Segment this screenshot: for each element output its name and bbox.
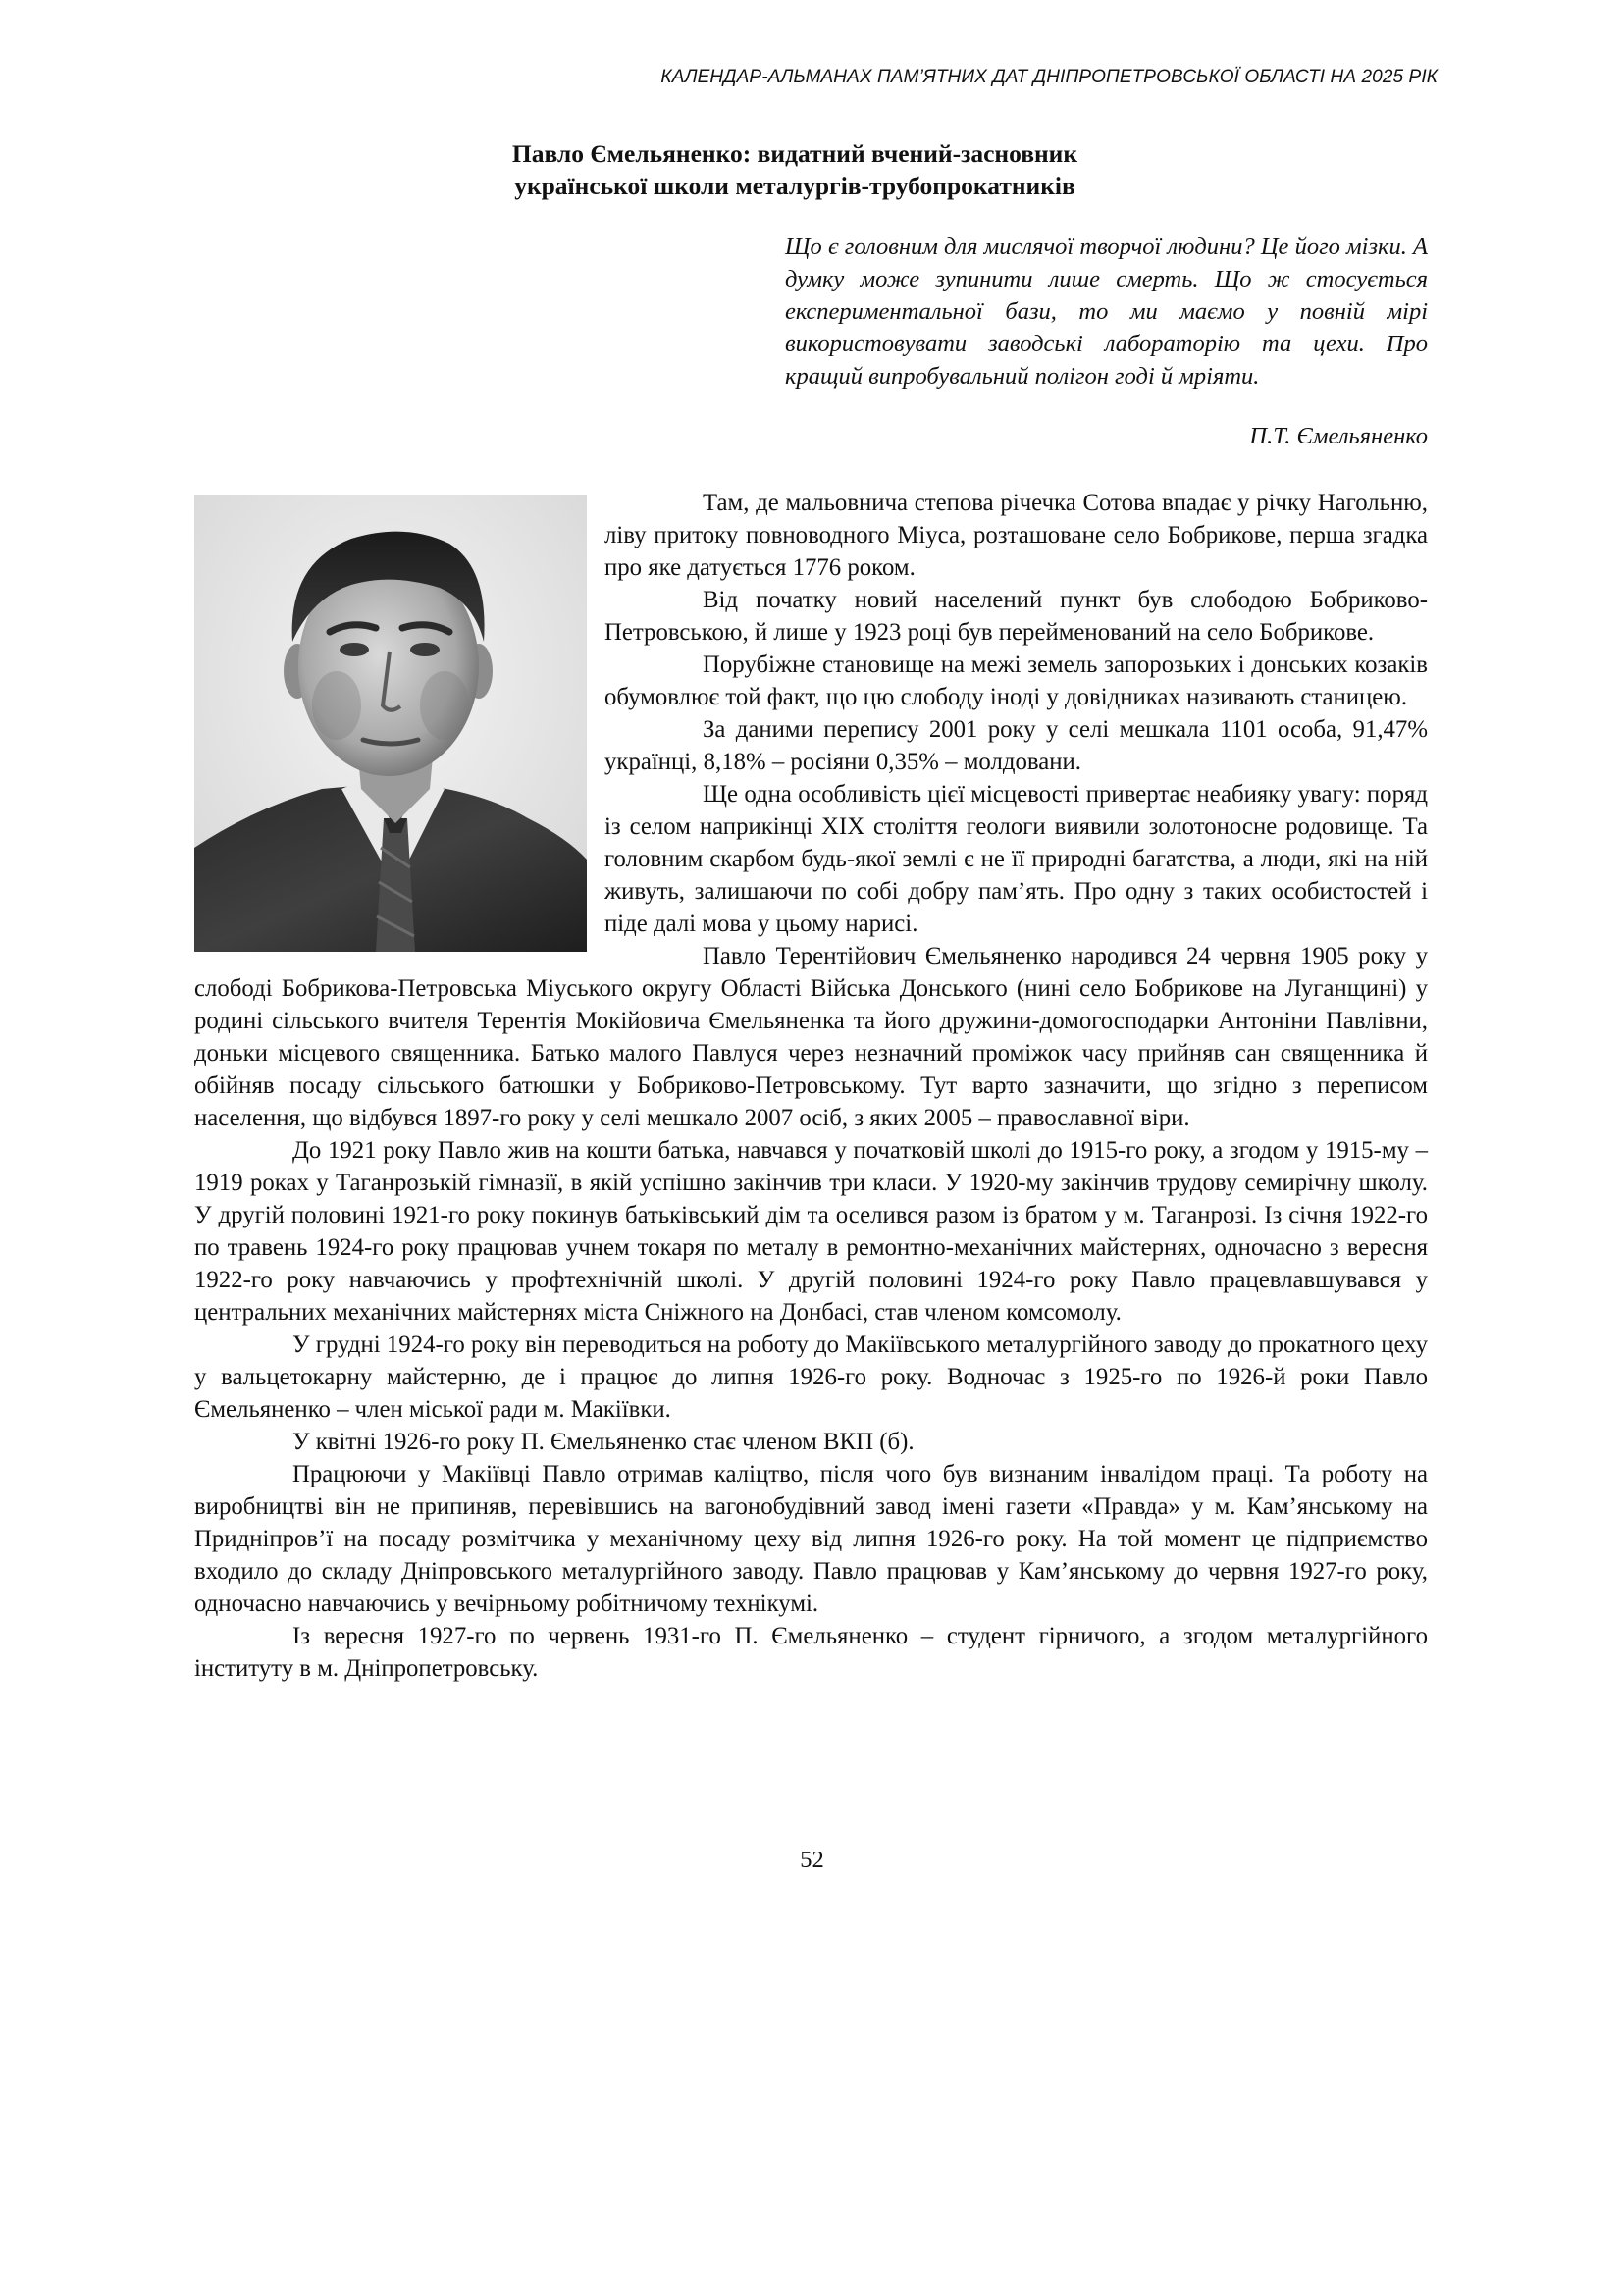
paragraph: Павло Терентійович Ємельяненко народився 24 червня 1905 року у слободі Бобрикова-Петровська Міуського округу Області Війська Донського (нині село Бобрикове на Луганщині) у родині сільського вчителя Терентія Мокійовича Ємельяненка та його дружини-домогосподарки Антоніни Павлівни, доньки місцевого священника. Батько малого Павлуся через незначний проміжок часу прийняв сан священника й обійняв посаду сільського батюшки у Бобриково-Петровському. Тут варто зазначити, що згідно з переписом населення, що відбувся 1897-го року у селі мешкало 2007 осіб, з яких 2005 – православної віри.: [194, 943, 1428, 1131]
paragraph: До 1921 року Павло жив на кошти батька, навчався у початковій школі до 1915-го року, а згодом у 1915-му – 1919 роках у Таганрозькій гімназії, в якій успішно закінчив три класи. У 1920-му закінчив трудову семирічну школу. У другій половині 1921-го року покинув батьківський дім та оселився разом із братом у м. Таганрозі. Із січня 1922-го по травень 1924-го року працював учнем токаря по металу в ремонтно-механічних майстернях, одночасно з вересня 1922-го року навчаючись у профтехнічній школі. У другій половині 1924-го року Павло працевлавшувався у центральних механічних майстернях міста Сніжного на Донбасі, став членом комсомолу.: [194, 1137, 1428, 1326]
article-title: [393, 137, 1197, 202]
running-header: КАЛЕНДАР-АЛЬМАНАХ ПАМ’ЯТНИХ ДАТ ДНІПРОПЕТРОВСЬКОЇ ОБЛАСТІ НА 2025 РІК: [660, 67, 1438, 87]
title-line-2: української школи металургів-трубопрокатників: [514, 172, 1075, 200]
title-line-1: Павло Ємельяненко: видатний вчений-засновник: [511, 139, 1078, 168]
epigraph-quote: Що є головним для мислячої творчої людини? Це його мізки. А думку може зупинити лише смерть. Що ж стосується експериментальної бази, то ми маємо у повній мірі використовувати заводські лабораторію та цехи. Про кращий випробувальний полігон годі й мріяти.: [785, 234, 1428, 390]
article-body: [194, 487, 1428, 1685]
paragraph: Там, де мальовнича степова річечка Сотова впадає у річку Нагольню, ліву притоку повноводного Міуса, розташоване село Бобрикове, перша згадка про яке датується 1776 роком.: [604, 490, 1428, 581]
paragraph: За даними перепису 2001 року у селі мешкала 1101 особа, 91,47% українці, 8,18% – росіяни 0,35% – молдовани.: [604, 716, 1428, 775]
paragraph: У грудні 1924-го року він переводиться на роботу до Макіївського металургійного заводу до прокатного цеху у вальцетокарну майстерню, де і працює до липня 1926-го року. Водночас з 1925-го по 1926-й роки Павло Ємельяненко – член міської ради м. Макіївки.: [194, 1331, 1428, 1423]
paragraph: Працюючи у Макіївці Павло отримав каліцтво, після чого був визнаним інвалідом праці. Та роботу на виробництві він не припиняв, перевівшись на вагонобудівний завод імені газети «Правда» у м. Кам’янському на Придніпров’ї на посаду розмітчика у механічному цеху від липня 1926-го року. На той момент це підприємство входило до складу Дніпровського металургійного заводу. Павло працював у Кам’янському до червня 1927-го року, одночасно навчаючись у вечірньому робітничому технікумі.: [194, 1461, 1428, 1617]
paragraph: Порубіжне становище на межі земель запорозьких і донських козаків обумовлює той факт, що цю слободу іноді у довідниках називають станицею.: [604, 652, 1428, 710]
paragraph: У квітні 1926-го року П. Ємельяненко стає членом ВКП (б).: [292, 1429, 915, 1455]
paragraph: Від початку новий населений пункт був слободою Бобриково-Петровською, й лише у 1923 році був перейменований на село Бобрикове.: [604, 587, 1428, 646]
page-number: 52: [800, 1847, 824, 1873]
paragraph: Ще одна особливість цієї місцевості привертає неабияку увагу: поряд із селом наприкінці XIX століття геологи виявили золотоносне родовище. Та головним скарбом будь-якої землі є не її природні багатства, а люди, які на ній живуть, залишаючи по собі добру пам’ять. Про одну з таких особистостей і піде далі мова у цьому нарисі.: [604, 781, 1428, 937]
portrait-photo: [194, 495, 587, 952]
paragraph: Із вересня 1927-го по червень 1931-го П. Ємельяненко – студент гірничого, а згодом металургійного інституту в м. Дніпропетровську.: [194, 1623, 1428, 1682]
epigraph-author: П.Т. Ємельяненко: [1249, 423, 1428, 449]
